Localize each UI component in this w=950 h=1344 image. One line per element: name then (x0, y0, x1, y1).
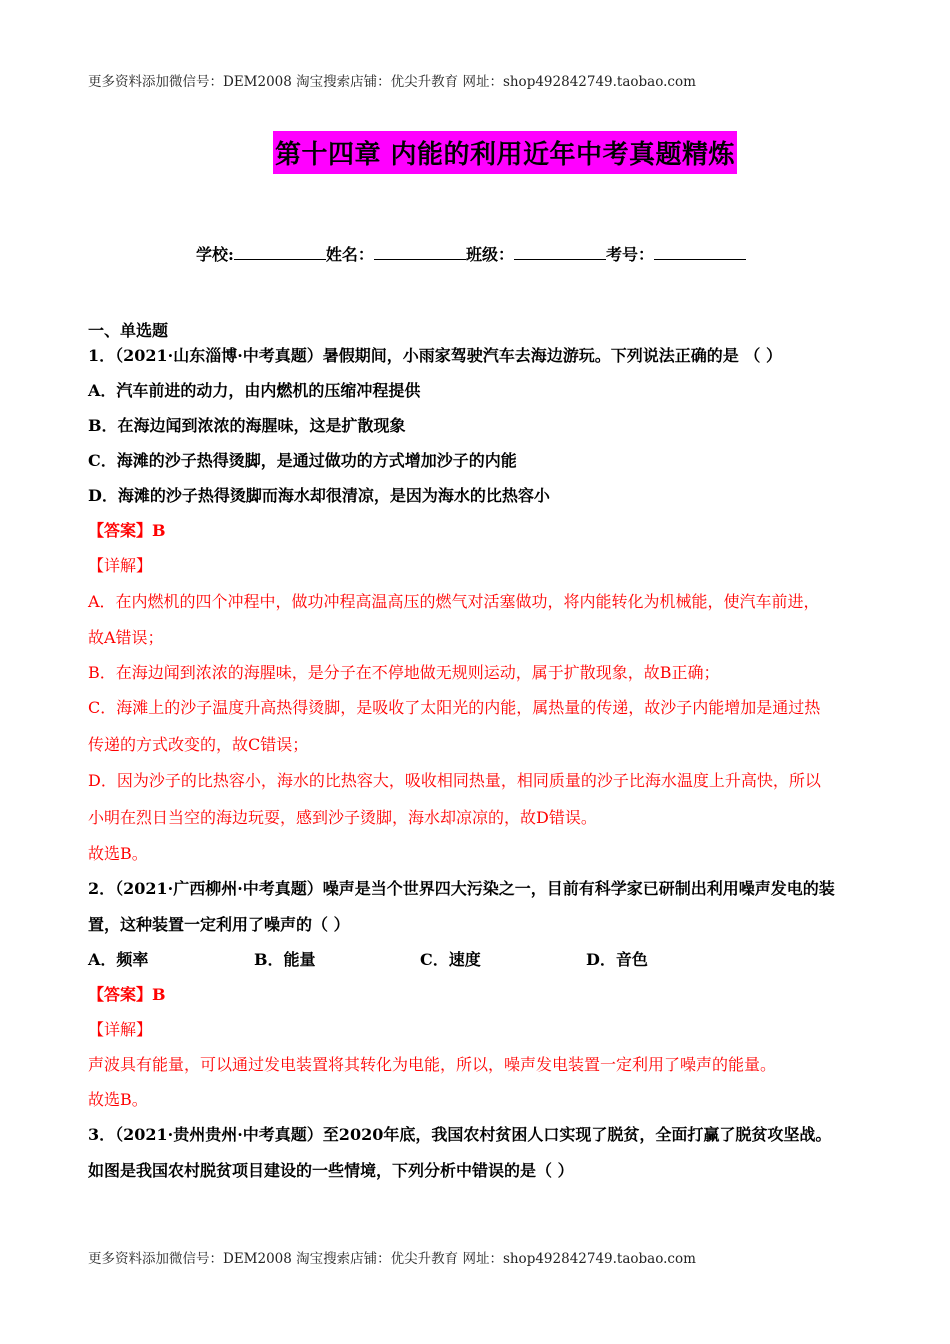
q1-option-d: D．海滩的沙子热得烫脚而海水却很清凉，是因为海水的比热容小 (88, 486, 550, 505)
q1-explanation-line: 故A错误； (88, 628, 164, 647)
q2-option-a: A．频率 (88, 950, 149, 969)
school-blank[interactable] (234, 245, 326, 260)
q1-explanation-line: B．在海边闻到浓浓的海腥味，是分子在不停地做无规则运动，属于扩散现象，故B正确； (88, 663, 720, 682)
q1-conclusion: 故选B。 (88, 844, 148, 863)
name-label: 姓名： (325, 245, 374, 264)
q1-explanation-line: A．在内燃机的四个冲程中，做功冲程高温高压的燃气对活塞做功，将内能转化为机械能，使汽车前进， (88, 592, 820, 611)
q2-conclusion: 故选B。 (88, 1090, 148, 1109)
q2-explanation: 声波具有能量，可以通过发电装置将其转化为电能，所以，噪声发电装置一定利用了噪声的能量。 (88, 1055, 777, 1074)
q1-detail-label: 【详解】 (88, 556, 153, 575)
q1-answer: 【答案】B (88, 521, 166, 540)
class-blank[interactable] (514, 245, 606, 260)
q2-option-b: B．能量 (254, 950, 316, 969)
class-label: 班级： (465, 245, 514, 264)
section-heading: 一、单选题 (88, 321, 169, 340)
q2-options (88, 947, 752, 970)
q2-stem: 2．（2021·广西柳州·中考真题）噪声是当个世界四大污染之一，目前有科学家已研制出利用噪声发电的装 (88, 879, 835, 898)
q2-stem-cont: 置，这种装置一定利用了噪声的（ ） (88, 915, 350, 934)
title-container (0, 131, 950, 174)
page-footer: 更多资料添加微信号：DEM2008 淘宝搜索店铺：优尖升教育 网址：shop492842749.taobao.com (88, 1251, 696, 1267)
page-header: 更多资料添加微信号：DEM2008 淘宝搜索店铺：优尖升教育 网址：shop492842749.taobao.com (88, 74, 696, 90)
q2-answer: 【答案】B (88, 985, 166, 1004)
q2-option-c: C．速度 (420, 950, 481, 969)
student-info-line (196, 242, 746, 265)
page-title: 第十四章 内能的利用近年中考真题精炼 (273, 131, 737, 174)
exam-no-label: 考号： (605, 245, 654, 264)
q1-option-a: A．汽车前进的动力，由内燃机的压缩冲程提供 (88, 381, 421, 400)
school-label: 学校: (196, 245, 234, 264)
q1-explanation-line: D．因为沙子的比热容小，海水的比热容大，吸收相同热量，相同质量的沙子比海水温度上升高快，所以 (88, 771, 821, 790)
exam-no-blank[interactable] (654, 245, 746, 260)
q3-stem: 3．（2021·贵州贵州·中考真题）至2020年底，我国农村贫困人口实现了脱贫，全面打赢了脱贫攻坚战。 (88, 1125, 832, 1144)
q1-option-b: B．在海边闻到浓浓的海腥味，这是扩散现象 (88, 416, 406, 435)
q1-explanation-line: C．海滩上的沙子温度升高热得烫脚，是吸收了太阳光的内能，属热量的传递，故沙子内能增加是通过热 (88, 698, 821, 717)
q1-explanation-line: 传递的方式改变的，故C错误； (88, 735, 309, 754)
q3-stem-cont: 如图是我国农村脱贫项目建设的一些情境，下列分析中错误的是（ ） (88, 1161, 574, 1180)
q1-explanation-line: 小明在烈日当空的海边玩耍，感到沙子烫脚，海水却凉凉的，故D错误。 (88, 808, 597, 827)
name-blank[interactable] (374, 245, 466, 260)
q2-option-d: D．音色 (586, 950, 648, 969)
q2-detail-label: 【详解】 (88, 1020, 153, 1039)
q1-option-c: C．海滩的沙子热得烫脚，是通过做功的方式增加沙子的内能 (88, 451, 517, 470)
q1-stem: 1．（2021·山东淄博·中考真题）暑假期间，小雨家驾驶汽车去海边游玩。下列说法正确的是 （ ） (88, 346, 782, 365)
